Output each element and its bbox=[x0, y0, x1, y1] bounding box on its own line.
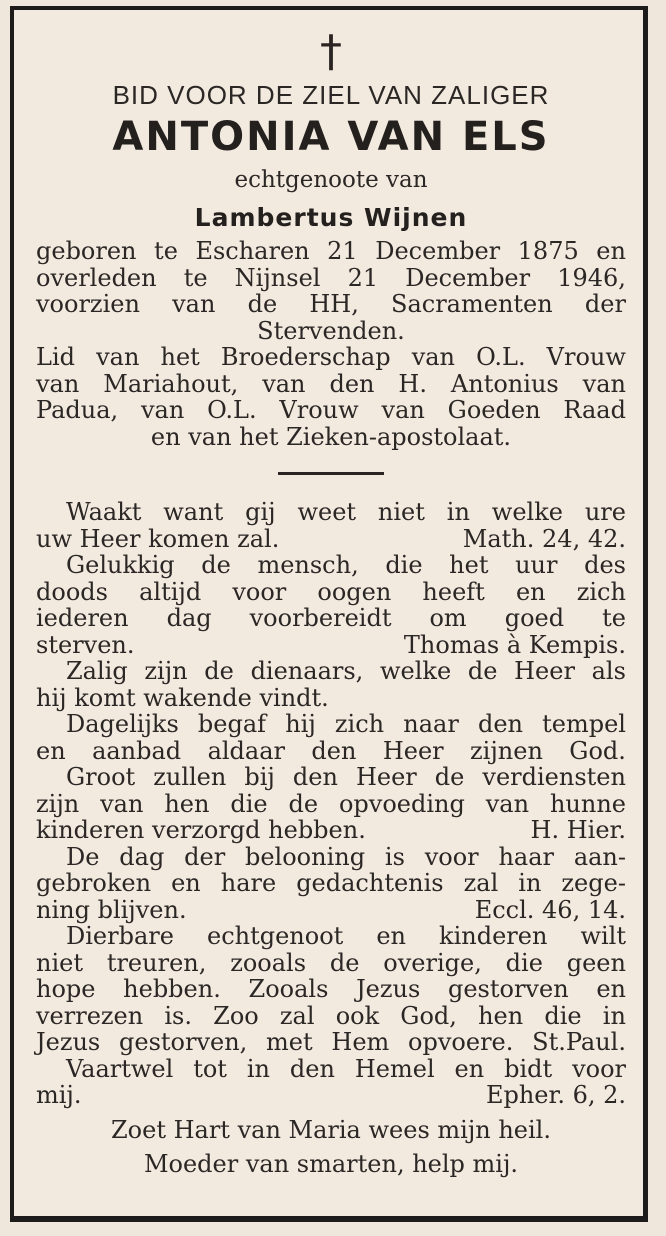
word: Dagelijks bbox=[66, 710, 179, 738]
word: altijd bbox=[139, 577, 202, 606]
word: verrezen bbox=[36, 1001, 144, 1030]
word: in bbox=[518, 869, 542, 897]
quote-line bbox=[36, 950, 626, 977]
word: gij bbox=[245, 498, 276, 526]
word: heeft bbox=[422, 577, 485, 606]
bio-line bbox=[36, 291, 626, 318]
word: Dierbare bbox=[66, 922, 174, 950]
word: O.L. bbox=[207, 396, 257, 424]
word: bij bbox=[244, 763, 275, 791]
word: mij. bbox=[36, 1081, 82, 1109]
word: H. bbox=[398, 369, 427, 398]
word: sterven. bbox=[36, 630, 135, 659]
word: God, bbox=[400, 1001, 457, 1030]
word: begaf bbox=[197, 710, 267, 738]
word: aan- bbox=[573, 842, 626, 871]
biography bbox=[36, 238, 626, 450]
word: belooning bbox=[244, 842, 366, 871]
word: zal bbox=[279, 1001, 315, 1030]
deceased-name: ANTONIA VAN ELS bbox=[112, 114, 550, 160]
bio-line bbox=[36, 344, 626, 371]
bio-line bbox=[36, 371, 626, 398]
word: hebben. bbox=[123, 975, 221, 1003]
word: en bbox=[36, 736, 66, 765]
word: zich bbox=[576, 577, 626, 606]
word: geen bbox=[566, 948, 626, 977]
closing-line: Moeder van smarten, help mij. bbox=[143, 1149, 519, 1178]
word: de bbox=[288, 789, 319, 818]
word: en bbox=[454, 1054, 485, 1083]
bio-line bbox=[36, 397, 626, 424]
word: haar bbox=[498, 842, 554, 871]
word: goed bbox=[504, 604, 565, 632]
word: ning blijven. bbox=[36, 895, 187, 924]
word: HH, bbox=[309, 290, 359, 318]
closing-prayers bbox=[36, 1113, 626, 1181]
word: tempel bbox=[542, 710, 626, 738]
quote-line bbox=[36, 685, 626, 712]
spouse-intro: echtgenoote van bbox=[234, 167, 428, 193]
word: zijnen bbox=[470, 736, 543, 765]
word: 1946, bbox=[557, 263, 626, 292]
word: van bbox=[262, 369, 306, 398]
word: welke bbox=[379, 657, 452, 685]
quote-line bbox=[36, 1029, 626, 1056]
word: Epher. 6, 2. bbox=[485, 1081, 626, 1109]
quote-line bbox=[36, 764, 626, 791]
word: van bbox=[96, 343, 140, 371]
word: O.L. bbox=[476, 343, 526, 371]
word: geboren bbox=[36, 237, 137, 265]
word: Escharen bbox=[195, 237, 310, 265]
quote-line bbox=[36, 658, 626, 685]
quote-line bbox=[36, 791, 626, 818]
word: zal bbox=[463, 869, 499, 897]
word: Raad bbox=[563, 396, 626, 424]
word: Jezus bbox=[36, 1028, 101, 1056]
word: is. bbox=[164, 1001, 192, 1030]
word: en bbox=[596, 237, 626, 265]
word: gedachtenis bbox=[296, 869, 444, 897]
word: hij bbox=[285, 710, 316, 738]
quote-line bbox=[36, 632, 626, 659]
word: overige, bbox=[383, 948, 482, 977]
word: uur bbox=[515, 551, 558, 579]
word: opvoeding bbox=[338, 789, 465, 818]
word: te bbox=[183, 263, 208, 292]
word: ook bbox=[335, 1001, 380, 1030]
word: echtgenoot bbox=[206, 922, 344, 950]
word: en van het Zieken-apostolaat. bbox=[150, 422, 512, 451]
quote-line bbox=[36, 844, 626, 871]
cross-icon: † bbox=[320, 26, 342, 77]
quote-line bbox=[36, 897, 626, 924]
word: dag bbox=[166, 604, 212, 632]
word: gestorven bbox=[447, 975, 569, 1003]
word: de bbox=[204, 657, 234, 685]
quote-line bbox=[36, 1056, 626, 1083]
word: des bbox=[584, 551, 626, 579]
quote-line bbox=[36, 526, 626, 553]
word: God. bbox=[569, 736, 626, 765]
word: den bbox=[311, 736, 357, 765]
scripture-quotes bbox=[36, 499, 626, 1109]
word: December bbox=[375, 237, 501, 265]
quote-line bbox=[36, 976, 626, 1003]
word: oogen bbox=[317, 577, 392, 606]
word: de bbox=[467, 657, 498, 685]
bio-line bbox=[36, 318, 626, 345]
word: de bbox=[247, 290, 278, 318]
word: tot bbox=[193, 1054, 227, 1083]
word: der bbox=[584, 290, 626, 318]
closing-line: Zoet Hart van Maria wees mijn heil. bbox=[110, 1115, 551, 1144]
word: met bbox=[266, 1028, 313, 1056]
word: kinderen bbox=[439, 922, 548, 950]
quote-line bbox=[36, 923, 626, 950]
word: uw Heer komen zal. bbox=[36, 524, 280, 553]
quote-line bbox=[36, 1082, 626, 1109]
word: hen bbox=[164, 789, 210, 818]
word: en bbox=[376, 922, 406, 950]
quote-line bbox=[36, 870, 626, 897]
word: H. Hier. bbox=[530, 816, 626, 844]
word: weet bbox=[297, 498, 357, 526]
word: Math. 24, 42. bbox=[462, 524, 626, 553]
word: kinderen verzorgd hebben. bbox=[36, 816, 366, 844]
word: Heer bbox=[382, 736, 444, 765]
word: zijn bbox=[36, 789, 80, 818]
word: hunne bbox=[549, 789, 626, 818]
word: van bbox=[36, 369, 80, 398]
word: van bbox=[582, 369, 626, 398]
word: te bbox=[154, 237, 178, 265]
word: mensch, bbox=[257, 551, 359, 579]
quote-line bbox=[36, 552, 626, 579]
word: Zoo bbox=[213, 1001, 259, 1030]
word: treuren, bbox=[106, 948, 207, 977]
prayer-heading: BID VOOR DE ZIEL VAN ZALIGER bbox=[112, 80, 550, 110]
word: want bbox=[163, 498, 224, 526]
word: om bbox=[429, 604, 467, 632]
word: ure bbox=[584, 498, 626, 526]
word: den bbox=[292, 763, 338, 791]
word: het bbox=[449, 551, 489, 579]
word: die bbox=[385, 551, 423, 579]
word: aldaar bbox=[207, 736, 285, 765]
word: Vrouw bbox=[279, 396, 359, 424]
word: hare bbox=[220, 869, 277, 897]
word: Broederschap bbox=[220, 343, 391, 371]
word: Antonius bbox=[450, 369, 559, 398]
word: St.Paul. bbox=[532, 1028, 626, 1056]
word: 1875 bbox=[517, 237, 579, 265]
word: iederen bbox=[36, 604, 129, 632]
word: aanbad bbox=[92, 736, 182, 765]
word: te bbox=[602, 604, 626, 632]
word: Eccl. 46, 14. bbox=[474, 895, 626, 924]
bio-line bbox=[36, 238, 626, 265]
word: Groot bbox=[66, 763, 136, 791]
word: als bbox=[591, 657, 626, 685]
word: den bbox=[289, 1054, 335, 1083]
word: gestorven, bbox=[119, 1028, 248, 1056]
word: van bbox=[381, 396, 425, 424]
word: December bbox=[405, 263, 531, 292]
word: opvoere. bbox=[408, 1028, 514, 1056]
word: hij komt wakende vindt. bbox=[36, 683, 329, 712]
word: De bbox=[66, 842, 100, 871]
spouse-name: Lambertus Wijnen bbox=[194, 203, 468, 232]
word: doods bbox=[36, 577, 108, 606]
word: hen bbox=[478, 1001, 524, 1030]
word: van bbox=[140, 396, 185, 424]
word: die bbox=[230, 789, 268, 818]
word: in bbox=[246, 1054, 270, 1083]
word: het bbox=[160, 343, 200, 371]
word: Jezus bbox=[356, 975, 421, 1003]
word: zege- bbox=[561, 869, 626, 897]
word: Mariahout, bbox=[103, 369, 239, 398]
quote-line bbox=[36, 579, 626, 606]
word: Hemel bbox=[354, 1054, 435, 1083]
word: in bbox=[602, 1001, 626, 1030]
word: hope bbox=[36, 975, 96, 1003]
word: zooals bbox=[230, 948, 307, 977]
word: van bbox=[100, 789, 144, 818]
word: niet bbox=[36, 948, 83, 977]
word: de bbox=[434, 763, 465, 791]
word: voor bbox=[232, 577, 287, 606]
word: Lid bbox=[36, 343, 75, 371]
word: dienaars, bbox=[250, 657, 364, 685]
word: Heer bbox=[355, 763, 417, 791]
word: en bbox=[515, 577, 546, 606]
word: welke bbox=[491, 498, 563, 526]
word: Sacramenten bbox=[391, 290, 553, 318]
word: Stervenden. bbox=[257, 316, 405, 345]
word: voor bbox=[424, 842, 479, 871]
word: overleden bbox=[36, 263, 157, 292]
word: van bbox=[485, 789, 530, 818]
word: de bbox=[201, 551, 231, 579]
word: zich bbox=[334, 710, 385, 738]
word: wilt bbox=[580, 922, 626, 950]
word: naar bbox=[403, 710, 459, 738]
word: Vrouw bbox=[546, 343, 626, 371]
quote-line bbox=[36, 738, 626, 765]
word: niet bbox=[377, 498, 425, 526]
word: de bbox=[329, 948, 360, 977]
word: der bbox=[184, 842, 226, 871]
divider-rule bbox=[278, 472, 384, 475]
word: voorbereidt bbox=[249, 604, 392, 632]
quote-line bbox=[36, 711, 626, 738]
word: voor bbox=[572, 1054, 626, 1083]
word: bidt bbox=[504, 1054, 553, 1083]
word: Gelukkig bbox=[66, 551, 175, 579]
quote-line bbox=[36, 817, 626, 844]
quote-line bbox=[36, 605, 626, 632]
word: dag bbox=[119, 842, 165, 871]
word: voorzien bbox=[36, 290, 140, 318]
bio-line bbox=[36, 265, 626, 292]
word: Vaartwel bbox=[66, 1054, 174, 1083]
word: is bbox=[384, 842, 405, 871]
word: die bbox=[505, 948, 543, 977]
word: zijn bbox=[144, 657, 188, 685]
word: den bbox=[329, 369, 375, 398]
word: 21 bbox=[327, 237, 358, 265]
word: Goeden bbox=[447, 396, 541, 424]
word: die bbox=[544, 1001, 582, 1030]
word: Thomas à Kempis. bbox=[403, 630, 626, 659]
word: in bbox=[446, 498, 470, 526]
word: Waakt bbox=[66, 498, 142, 526]
word: gebroken bbox=[36, 869, 152, 897]
word: Heer bbox=[514, 657, 575, 685]
word: verdiensten bbox=[482, 763, 626, 791]
word: den bbox=[477, 710, 523, 738]
word: Zalig bbox=[66, 657, 128, 685]
card-content bbox=[36, 26, 626, 1181]
word: Nijnsel bbox=[234, 263, 321, 292]
word: 21 bbox=[347, 263, 379, 292]
bio-line bbox=[36, 424, 626, 451]
word: en bbox=[171, 869, 201, 897]
word: Padua, bbox=[36, 396, 119, 424]
word: Zooals bbox=[248, 975, 329, 1003]
quote-line bbox=[36, 499, 626, 526]
word: van bbox=[172, 290, 216, 318]
word: en bbox=[596, 975, 626, 1003]
word: zullen bbox=[153, 763, 227, 791]
word: Hem bbox=[331, 1028, 390, 1056]
quote-line bbox=[36, 1003, 626, 1030]
word: van bbox=[411, 343, 456, 371]
